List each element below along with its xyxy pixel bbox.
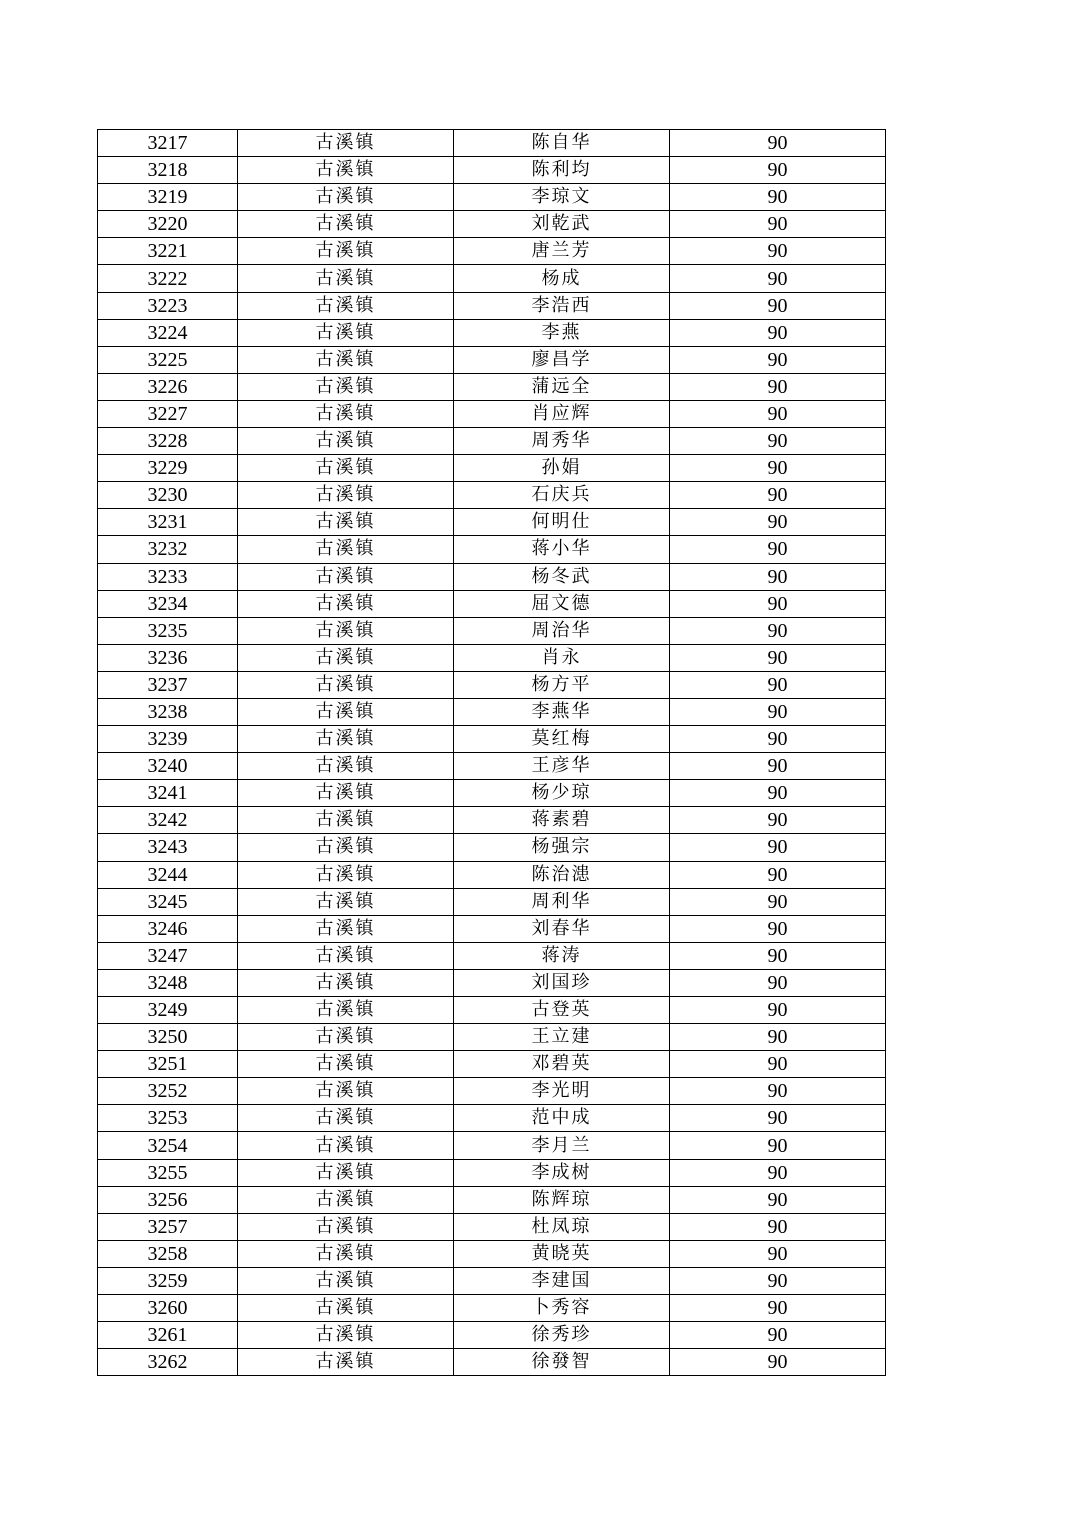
- amount-cell: 90: [670, 807, 886, 834]
- row-number-cell: 3252: [98, 1078, 238, 1105]
- town-cell: 古溪镇: [238, 346, 454, 373]
- table-row: [98, 726, 886, 753]
- person-name-cell: 李燕: [454, 319, 670, 346]
- town-cell: 古溪镇: [238, 509, 454, 536]
- amount-cell: 90: [670, 1295, 886, 1322]
- amount-cell: 90: [670, 536, 886, 563]
- person-name-cell: 杨冬武: [454, 563, 670, 590]
- person-name-cell: 蒋素碧: [454, 807, 670, 834]
- town-cell: 古溪镇: [238, 536, 454, 563]
- amount-cell: 90: [670, 997, 886, 1024]
- person-name-cell: 李燕华: [454, 698, 670, 725]
- amount-cell: 90: [670, 400, 886, 427]
- town-cell: 古溪镇: [238, 753, 454, 780]
- amount-cell: 90: [670, 1105, 886, 1132]
- row-number-cell: 3220: [98, 211, 238, 238]
- row-number-cell: 3232: [98, 536, 238, 563]
- table-row: [98, 184, 886, 211]
- person-name-cell: 黄晓英: [454, 1240, 670, 1267]
- row-number-cell: 3237: [98, 671, 238, 698]
- table-row: [98, 319, 886, 346]
- table-row: [98, 861, 886, 888]
- amount-cell: 90: [670, 1349, 886, 1376]
- table-row: [98, 698, 886, 725]
- person-name-cell: 徐秀珍: [454, 1322, 670, 1349]
- town-cell: 古溪镇: [238, 1240, 454, 1267]
- table-row: [98, 753, 886, 780]
- amount-cell: 90: [670, 671, 886, 698]
- row-number-cell: 3261: [98, 1322, 238, 1349]
- row-number-cell: 3223: [98, 292, 238, 319]
- table-row: [98, 536, 886, 563]
- amount-cell: 90: [670, 1078, 886, 1105]
- table-row: [98, 373, 886, 400]
- person-name-cell: 蒲远全: [454, 373, 670, 400]
- table-row: [98, 1132, 886, 1159]
- person-name-cell: 周秀华: [454, 428, 670, 455]
- row-number-cell: 3251: [98, 1051, 238, 1078]
- person-name-cell: 刘国珍: [454, 969, 670, 996]
- town-cell: 古溪镇: [238, 644, 454, 671]
- person-name-cell: 邓碧英: [454, 1051, 670, 1078]
- person-name-cell: 何明仕: [454, 509, 670, 536]
- amount-cell: 90: [670, 1267, 886, 1294]
- town-cell: 古溪镇: [238, 888, 454, 915]
- town-cell: 古溪镇: [238, 211, 454, 238]
- table-row: [98, 1159, 886, 1186]
- town-cell: 古溪镇: [238, 726, 454, 753]
- town-cell: 古溪镇: [238, 590, 454, 617]
- person-name-cell: 陈治漶: [454, 861, 670, 888]
- amount-cell: 90: [670, 1213, 886, 1240]
- town-cell: 古溪镇: [238, 834, 454, 861]
- person-name-cell: 肖应辉: [454, 400, 670, 427]
- person-name-cell: 莫红梅: [454, 726, 670, 753]
- row-number-cell: 3244: [98, 861, 238, 888]
- amount-cell: 90: [670, 238, 886, 265]
- row-number-cell: 3258: [98, 1240, 238, 1267]
- row-number-cell: 3230: [98, 482, 238, 509]
- person-name-cell: 肖永: [454, 644, 670, 671]
- person-name-cell: 杨方平: [454, 671, 670, 698]
- person-name-cell: 李建国: [454, 1267, 670, 1294]
- row-number-cell: 3229: [98, 455, 238, 482]
- row-number-cell: 3224: [98, 319, 238, 346]
- row-number-cell: 3222: [98, 265, 238, 292]
- table-row: [98, 1051, 886, 1078]
- amount-cell: 90: [670, 428, 886, 455]
- amount-cell: 90: [670, 753, 886, 780]
- person-name-cell: 范中成: [454, 1105, 670, 1132]
- amount-cell: 90: [670, 942, 886, 969]
- table-row: [98, 130, 886, 157]
- person-name-cell: 陈自华: [454, 130, 670, 157]
- amount-cell: 90: [670, 509, 886, 536]
- table-row: [98, 1240, 886, 1267]
- amount-cell: 90: [670, 130, 886, 157]
- table-row: [98, 1105, 886, 1132]
- row-number-cell: 3236: [98, 644, 238, 671]
- row-number-cell: 3259: [98, 1267, 238, 1294]
- town-cell: 古溪镇: [238, 563, 454, 590]
- amount-cell: 90: [670, 1240, 886, 1267]
- table-row: [98, 834, 886, 861]
- row-number-cell: 3217: [98, 130, 238, 157]
- town-cell: 古溪镇: [238, 969, 454, 996]
- person-name-cell: 廖昌学: [454, 346, 670, 373]
- row-number-cell: 3228: [98, 428, 238, 455]
- row-number-cell: 3239: [98, 726, 238, 753]
- amount-cell: 90: [670, 644, 886, 671]
- person-name-cell: 王立建: [454, 1024, 670, 1051]
- amount-cell: 90: [670, 617, 886, 644]
- town-cell: 古溪镇: [238, 942, 454, 969]
- row-number-cell: 3247: [98, 942, 238, 969]
- table-row: [98, 1186, 886, 1213]
- table-row: [98, 238, 886, 265]
- town-cell: 古溪镇: [238, 807, 454, 834]
- table-row: [98, 942, 886, 969]
- person-name-cell: 蒋小华: [454, 536, 670, 563]
- amount-cell: 90: [670, 265, 886, 292]
- person-name-cell: 李光明: [454, 1078, 670, 1105]
- table-row: [98, 428, 886, 455]
- row-number-cell: 3240: [98, 753, 238, 780]
- town-cell: 古溪镇: [238, 1267, 454, 1294]
- row-number-cell: 3221: [98, 238, 238, 265]
- row-number-cell: 3254: [98, 1132, 238, 1159]
- table-row: [98, 1295, 886, 1322]
- person-name-cell: 周治华: [454, 617, 670, 644]
- row-number-cell: 3238: [98, 698, 238, 725]
- row-number-cell: 3218: [98, 157, 238, 184]
- table-row: [98, 1267, 886, 1294]
- row-number-cell: 3219: [98, 184, 238, 211]
- amount-cell: 90: [670, 1051, 886, 1078]
- town-cell: 古溪镇: [238, 157, 454, 184]
- row-number-cell: 3235: [98, 617, 238, 644]
- amount-cell: 90: [670, 319, 886, 346]
- town-cell: 古溪镇: [238, 1159, 454, 1186]
- table-row: [98, 915, 886, 942]
- amount-cell: 90: [670, 373, 886, 400]
- table-row: [98, 997, 886, 1024]
- table-row: [98, 211, 886, 238]
- person-name-cell: 李琼文: [454, 184, 670, 211]
- amount-cell: 90: [670, 1322, 886, 1349]
- amount-cell: 90: [670, 1024, 886, 1051]
- table-row: [98, 482, 886, 509]
- table-row: [98, 644, 886, 671]
- amount-cell: 90: [670, 698, 886, 725]
- town-cell: 古溪镇: [238, 1186, 454, 1213]
- town-cell: 古溪镇: [238, 184, 454, 211]
- amount-cell: 90: [670, 482, 886, 509]
- table-row: [98, 617, 886, 644]
- town-cell: 古溪镇: [238, 319, 454, 346]
- town-cell: 古溪镇: [238, 698, 454, 725]
- person-name-cell: 李月兰: [454, 1132, 670, 1159]
- amount-cell: 90: [670, 157, 886, 184]
- amount-cell: 90: [670, 455, 886, 482]
- table-row: [98, 157, 886, 184]
- table-body: [98, 130, 886, 1376]
- table-row: [98, 455, 886, 482]
- row-number-cell: 3243: [98, 834, 238, 861]
- person-name-cell: 蒋涛: [454, 942, 670, 969]
- row-number-cell: 3245: [98, 888, 238, 915]
- row-number-cell: 3226: [98, 373, 238, 400]
- town-cell: 古溪镇: [238, 671, 454, 698]
- amount-cell: 90: [670, 563, 886, 590]
- town-cell: 古溪镇: [238, 292, 454, 319]
- amount-cell: 90: [670, 915, 886, 942]
- row-number-cell: 3242: [98, 807, 238, 834]
- row-number-cell: 3256: [98, 1186, 238, 1213]
- person-name-cell: 陈利均: [454, 157, 670, 184]
- town-cell: 古溪镇: [238, 400, 454, 427]
- table-row: [98, 400, 886, 427]
- town-cell: 古溪镇: [238, 1105, 454, 1132]
- town-cell: 古溪镇: [238, 265, 454, 292]
- table-row: [98, 671, 886, 698]
- row-number-cell: 3241: [98, 780, 238, 807]
- town-cell: 古溪镇: [238, 1322, 454, 1349]
- amount-cell: 90: [670, 211, 886, 238]
- person-name-cell: 王彦华: [454, 753, 670, 780]
- town-cell: 古溪镇: [238, 1078, 454, 1105]
- town-cell: 古溪镇: [238, 1024, 454, 1051]
- amount-cell: 90: [670, 1186, 886, 1213]
- row-number-cell: 3255: [98, 1159, 238, 1186]
- person-name-cell: 古登英: [454, 997, 670, 1024]
- person-name-cell: 杜凤琼: [454, 1213, 670, 1240]
- town-cell: 古溪镇: [238, 482, 454, 509]
- town-cell: 古溪镇: [238, 1295, 454, 1322]
- row-number-cell: 3231: [98, 509, 238, 536]
- town-cell: 古溪镇: [238, 1349, 454, 1376]
- beneficiary-table: [97, 129, 886, 1376]
- person-name-cell: 李成树: [454, 1159, 670, 1186]
- person-name-cell: 杨强宗: [454, 834, 670, 861]
- person-name-cell: 唐兰芳: [454, 238, 670, 265]
- amount-cell: 90: [670, 726, 886, 753]
- amount-cell: 90: [670, 780, 886, 807]
- person-name-cell: 石庆兵: [454, 482, 670, 509]
- town-cell: 古溪镇: [238, 130, 454, 157]
- person-name-cell: 杨成: [454, 265, 670, 292]
- table-row: [98, 563, 886, 590]
- row-number-cell: 3246: [98, 915, 238, 942]
- row-number-cell: 3253: [98, 1105, 238, 1132]
- table-row: [98, 265, 886, 292]
- person-name-cell: 孙娟: [454, 455, 670, 482]
- person-name-cell: 杨少琼: [454, 780, 670, 807]
- amount-cell: 90: [670, 184, 886, 211]
- town-cell: 古溪镇: [238, 1213, 454, 1240]
- town-cell: 古溪镇: [238, 373, 454, 400]
- table-row: [98, 807, 886, 834]
- amount-cell: 90: [670, 292, 886, 319]
- town-cell: 古溪镇: [238, 1051, 454, 1078]
- amount-cell: 90: [670, 590, 886, 617]
- amount-cell: 90: [670, 834, 886, 861]
- amount-cell: 90: [670, 861, 886, 888]
- town-cell: 古溪镇: [238, 780, 454, 807]
- amount-cell: 90: [670, 1159, 886, 1186]
- row-number-cell: 3227: [98, 400, 238, 427]
- town-cell: 古溪镇: [238, 1132, 454, 1159]
- table-row: [98, 292, 886, 319]
- table-row: [98, 780, 886, 807]
- person-name-cell: 徐發智: [454, 1349, 670, 1376]
- amount-cell: 90: [670, 969, 886, 996]
- amount-cell: 90: [670, 346, 886, 373]
- town-cell: 古溪镇: [238, 455, 454, 482]
- row-number-cell: 3249: [98, 997, 238, 1024]
- table-row: [98, 1024, 886, 1051]
- person-name-cell: 刘春华: [454, 915, 670, 942]
- table-row: [98, 888, 886, 915]
- row-number-cell: 3225: [98, 346, 238, 373]
- table-row: [98, 1322, 886, 1349]
- row-number-cell: 3248: [98, 969, 238, 996]
- table-row: [98, 346, 886, 373]
- table-row: [98, 590, 886, 617]
- person-name-cell: 李浩西: [454, 292, 670, 319]
- town-cell: 古溪镇: [238, 428, 454, 455]
- person-name-cell: 刘乾武: [454, 211, 670, 238]
- amount-cell: 90: [670, 888, 886, 915]
- person-name-cell: 陈辉琼: [454, 1186, 670, 1213]
- town-cell: 古溪镇: [238, 997, 454, 1024]
- row-number-cell: 3260: [98, 1295, 238, 1322]
- town-cell: 古溪镇: [238, 861, 454, 888]
- person-name-cell: 卜秀容: [454, 1295, 670, 1322]
- person-name-cell: 周利华: [454, 888, 670, 915]
- table-row: [98, 1078, 886, 1105]
- row-number-cell: 3262: [98, 1349, 238, 1376]
- row-number-cell: 3257: [98, 1213, 238, 1240]
- table-row: [98, 509, 886, 536]
- table-row: [98, 969, 886, 996]
- table-row: [98, 1349, 886, 1376]
- town-cell: 古溪镇: [238, 915, 454, 942]
- row-number-cell: 3250: [98, 1024, 238, 1051]
- person-name-cell: 屈文德: [454, 590, 670, 617]
- table-row: [98, 1213, 886, 1240]
- row-number-cell: 3234: [98, 590, 238, 617]
- row-number-cell: 3233: [98, 563, 238, 590]
- amount-cell: 90: [670, 1132, 886, 1159]
- town-cell: 古溪镇: [238, 238, 454, 265]
- town-cell: 古溪镇: [238, 617, 454, 644]
